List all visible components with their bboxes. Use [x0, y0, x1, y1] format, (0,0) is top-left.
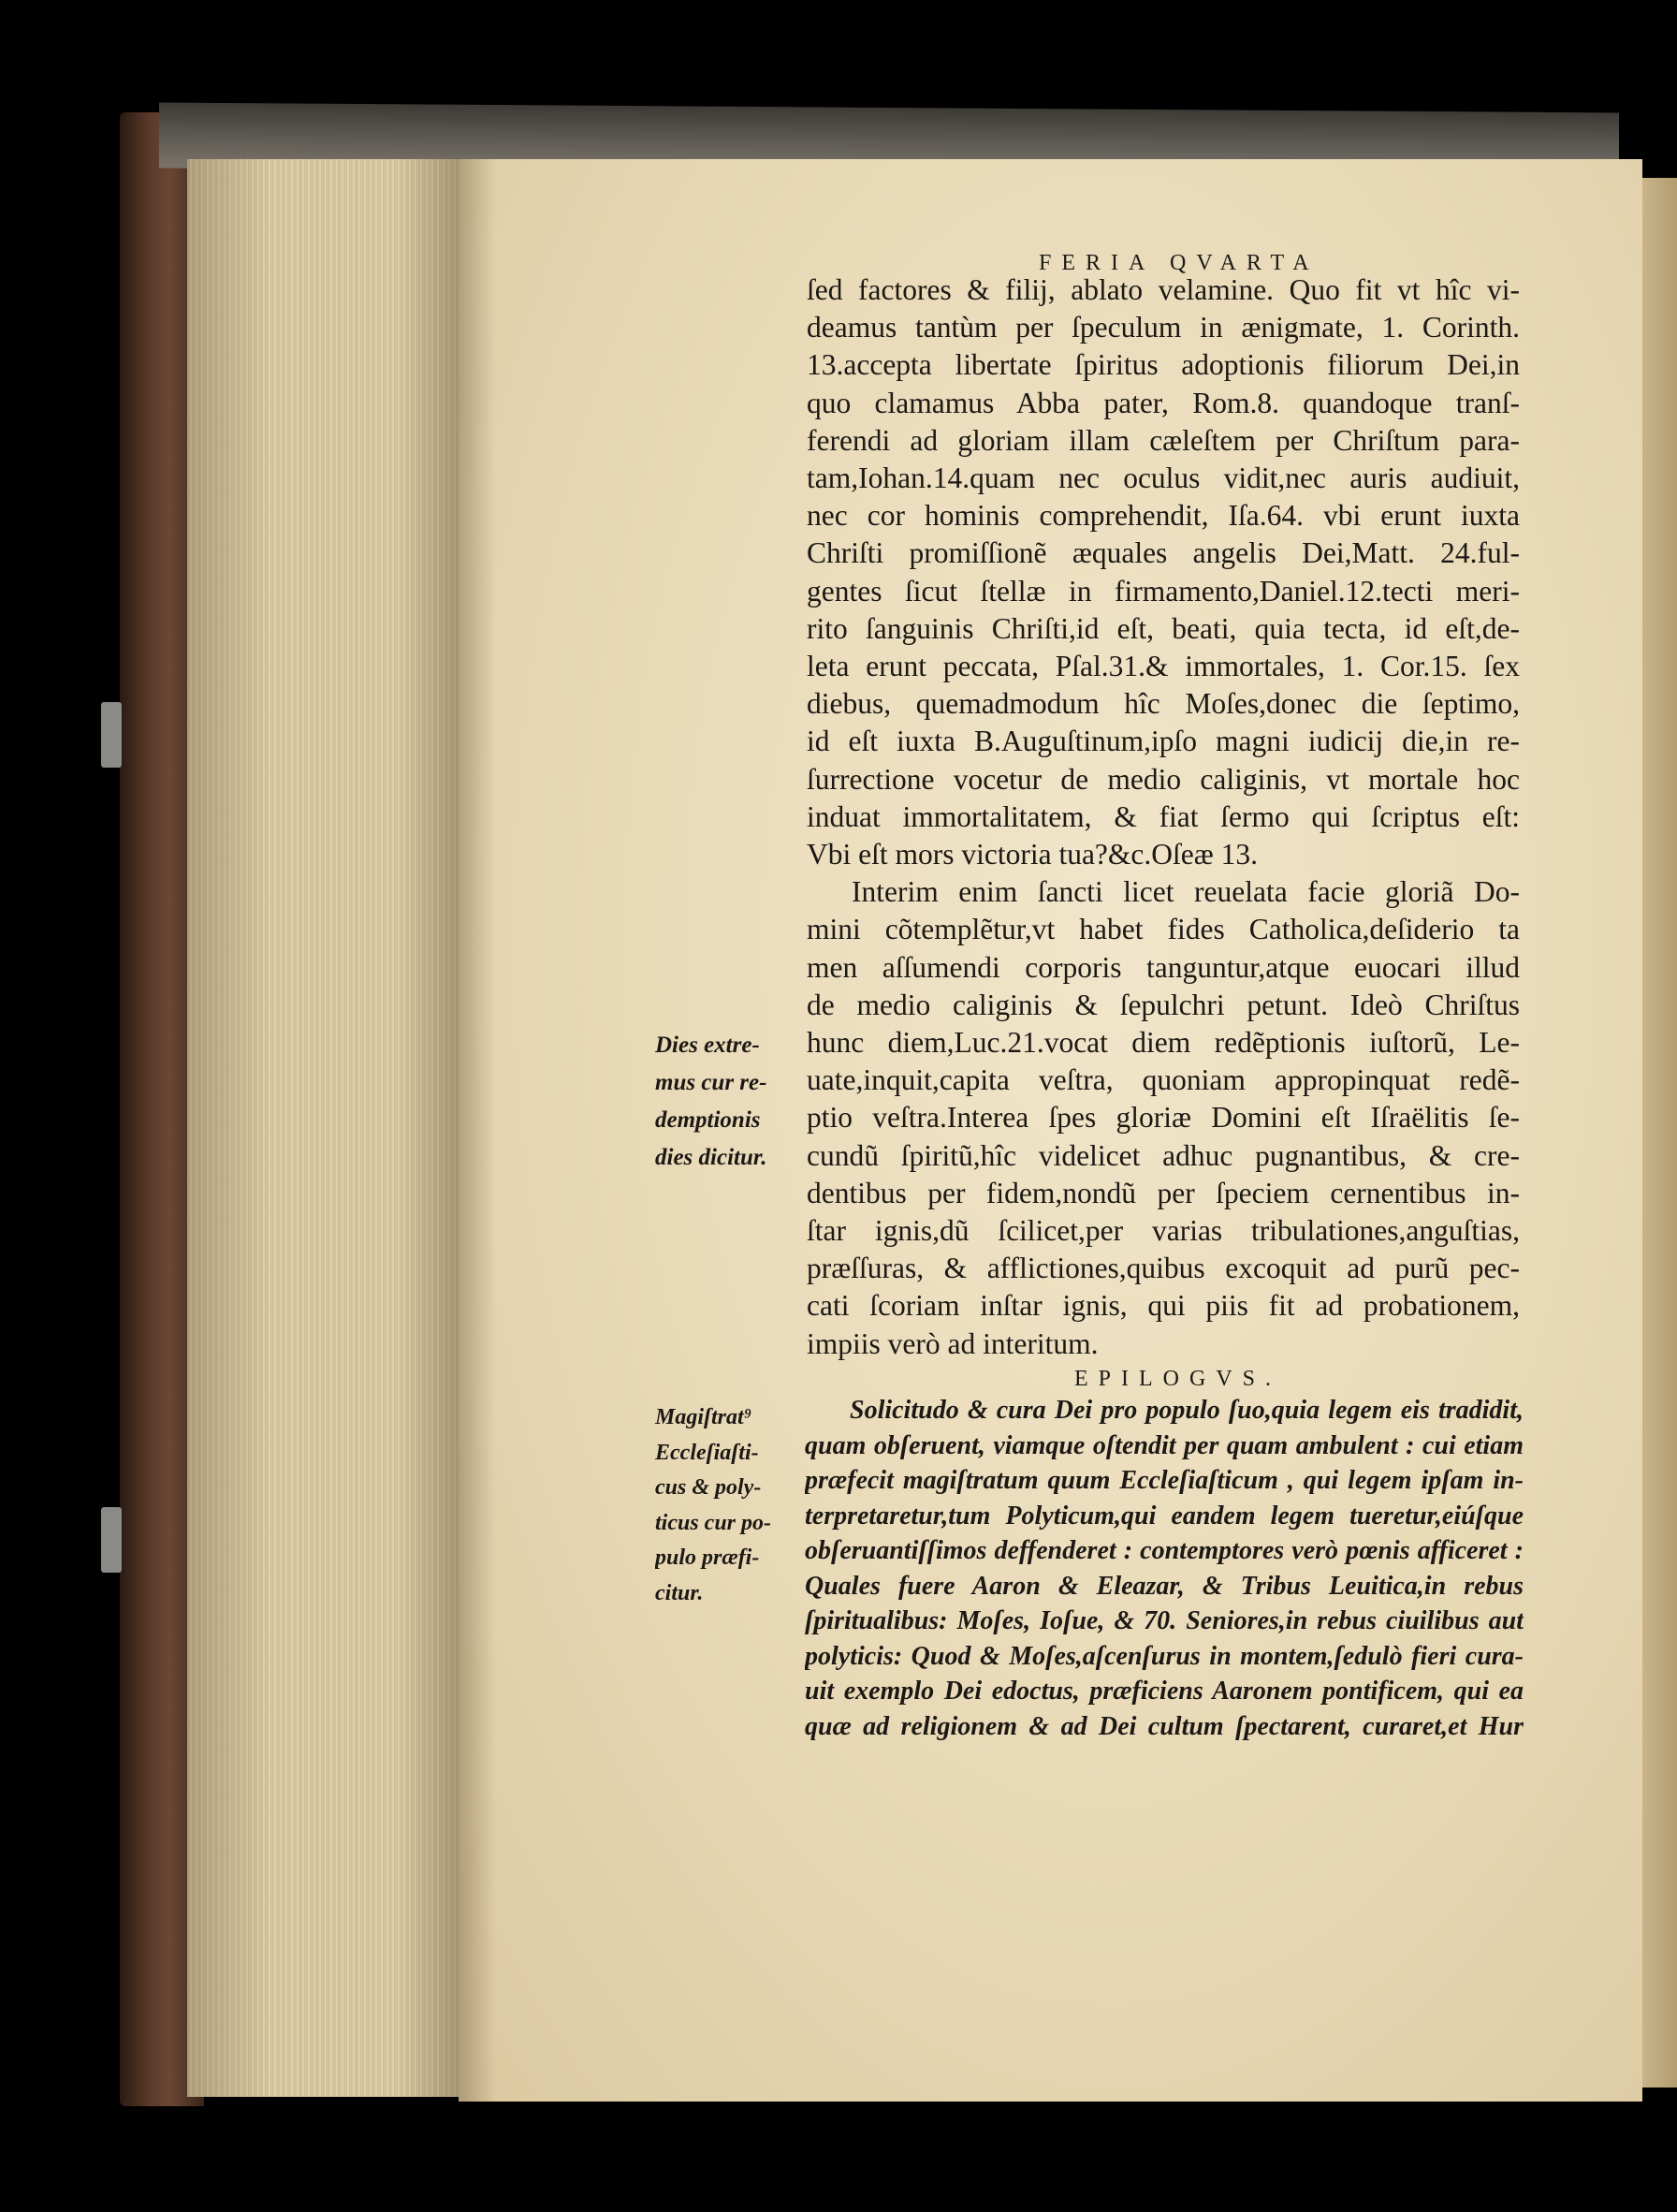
margin-note-line: pulo præfi- [655, 1545, 760, 1570]
epilogus-line: Solicitudo & cura Dei pro populo ſuo,quia legem eis tradidit, [850, 1396, 1524, 1425]
main-text-line: rito ſanguinis Chriſti,id eſt, beati, quia tecta, id eſt,de- [807, 611, 1520, 645]
epilogus-line: præfecit magiſtratum quum Eccleſiaſticum , qui legem ipſam in- [805, 1466, 1524, 1495]
main-text-line: ſed factores & filij, ablato velamine. Quo fit vt hîc vi- [807, 273, 1520, 306]
main-text-line: 13.accepta libertate ſpiritus adoptionis filiorum Dei,in [807, 348, 1520, 382]
epilogus-line: obſeruantiſſimos deffenderet : contemptores verò pœnis afficeret : [805, 1536, 1524, 1565]
epilogus-line: Quales fuere Aaron & Eleazar, & Tribus Leuitica,in rebus [805, 1571, 1524, 1601]
epilogus-heading: EPILOGVS. [1074, 1367, 1282, 1391]
margin-note-line: Eccleſiaſti- [655, 1440, 759, 1465]
running-header: FERIA QVARTA [1039, 251, 1320, 275]
main-text-line: Chriſti promiſſionẽ æquales angelis Dei,Matt. 24.ful- [807, 536, 1520, 570]
main-text-line: ptio veſtra.Interea ſpes gloriæ Domini eſt Iſraëlitis ſe- [807, 1101, 1520, 1135]
epilogus-line: uit exemplo Dei edoctus, præficiens Aaronem pontificem, qui ea [805, 1677, 1524, 1706]
margin-note-magistratus [655, 1400, 805, 1611]
main-text-line: uate,inquit,capita veſtra, quoniam appropinquat redẽ- [807, 1063, 1520, 1097]
main-text-line: dentibus per fidem,nondũ per ſpeciem cernentibus in- [807, 1176, 1520, 1209]
main-text-line: men aſſumendi corporis tanguntur,atque euocari illud [807, 950, 1520, 984]
main-text-line: impiis verò ad interitum. [807, 1326, 1099, 1360]
epilogus-text-block [805, 1393, 1524, 1744]
main-text-line: hunc diem,Luc.21.vocat diem redẽptionis iuſtorũ, Le- [807, 1026, 1520, 1060]
margin-note-dies-extremus [655, 1027, 805, 1177]
main-text-line: induat immortalitatem, & fiat ſermo qui ſcriptus eſt: [807, 799, 1520, 833]
main-text-block [807, 271, 1520, 1363]
epilogus-line: terpretaretur,tum Polyticum,qui eandem legem tueretur,eiúſque [805, 1501, 1524, 1531]
clasp-lower [101, 1507, 122, 1573]
margin-note-line: dies dicitur. [655, 1145, 767, 1170]
main-text-line: ſtar ignis,dũ ſcilicet,per varias tribulationes,anguſtias, [807, 1214, 1520, 1248]
main-text-line: ferendi ad gloriam illam cæleſtem per Chriſtum para- [807, 423, 1520, 457]
main-text-line: mini cõtemplẽtur,vt habet fides Catholica,deſiderio ta [807, 913, 1520, 946]
main-text-line: tam,Iohan.14.quam nec oculus vidit,nec auris audiuit, [807, 461, 1520, 495]
main-text-line: ſurrectione vocetur de medio caliginis, vt mortale hoc [807, 762, 1520, 796]
margin-note-line: demptionis [655, 1107, 761, 1133]
main-text-line: diebus, quemadmodum hîc Moſes,donec die ſeptimo, [807, 687, 1520, 721]
main-text-line: id eſt iuxta B.Auguſtinum,ipſo magni iudicij die,in re- [807, 725, 1520, 758]
main-text-line: nec cor hominis comprehendit, Iſa.64. vbi erunt iuxta [807, 499, 1520, 533]
main-text-line: præſſuras, & afflictiones,quibus excoquit ad purũ pec- [807, 1252, 1520, 1285]
main-text-line: quo clamamus Abba pater, Rom.8. quandoque tranſ- [807, 386, 1520, 419]
margin-note-line: mus cur re- [655, 1070, 767, 1095]
main-text-line: gentes ſicut ſtellæ in firmamento,Daniel.12.tecti meri- [807, 574, 1520, 608]
epilogus-line: ſpiritualibus: Moſes, Ioſue, & 70. Seniores,in rebus ciuilibus aut [805, 1606, 1524, 1635]
epilogus-line: quæ ad religionem & ad Dei cultum ſpectarent, curaret,et Hur [805, 1711, 1524, 1741]
main-text-line: cundũ ſpiritũ,hîc videlicet adhuc pugnantibus, & cre- [807, 1138, 1520, 1172]
main-text-line: de medio caliginis & ſepulchri petunt. Ideò Chriſtus [807, 988, 1520, 1021]
epilogus-line: quam obſeruent, viamque oſtendit per quam ambulent : cui etiam [805, 1430, 1524, 1460]
margin-note-line: ticus cur po- [655, 1510, 772, 1535]
main-text-line: leta erunt peccata, Pſal.31.& immortales, 1. Cor.15. ſex [807, 650, 1520, 683]
margin-note-line: cus & poly- [655, 1475, 762, 1500]
page-edges [187, 159, 468, 2097]
main-text-line: cati ſcoriam inſtar ignis, qui piis fit ad probationem, [807, 1289, 1520, 1323]
margin-note-line: Dies extre- [655, 1033, 760, 1058]
epilogus-line: polyticis: Quod & Moſes,aſcenſurus in montem,ſedulò fieri cura- [805, 1641, 1524, 1671]
main-text-line: Interim enim ſancti licet reuelata facie gloriã Do- [852, 875, 1520, 909]
clasp-upper [101, 702, 122, 768]
margin-note-line: citur. [655, 1580, 704, 1605]
main-text-line: deamus tantùm per ſpeculum in ænigmate, 1. Corinth. [807, 311, 1520, 344]
margin-note-line: Magiſtrat⁹ [655, 1405, 752, 1429]
facing-page-edge [1642, 178, 1677, 2087]
main-text-line: Vbi eſt mors victoria tua?&c.Oſeæ 13. [807, 838, 1259, 872]
